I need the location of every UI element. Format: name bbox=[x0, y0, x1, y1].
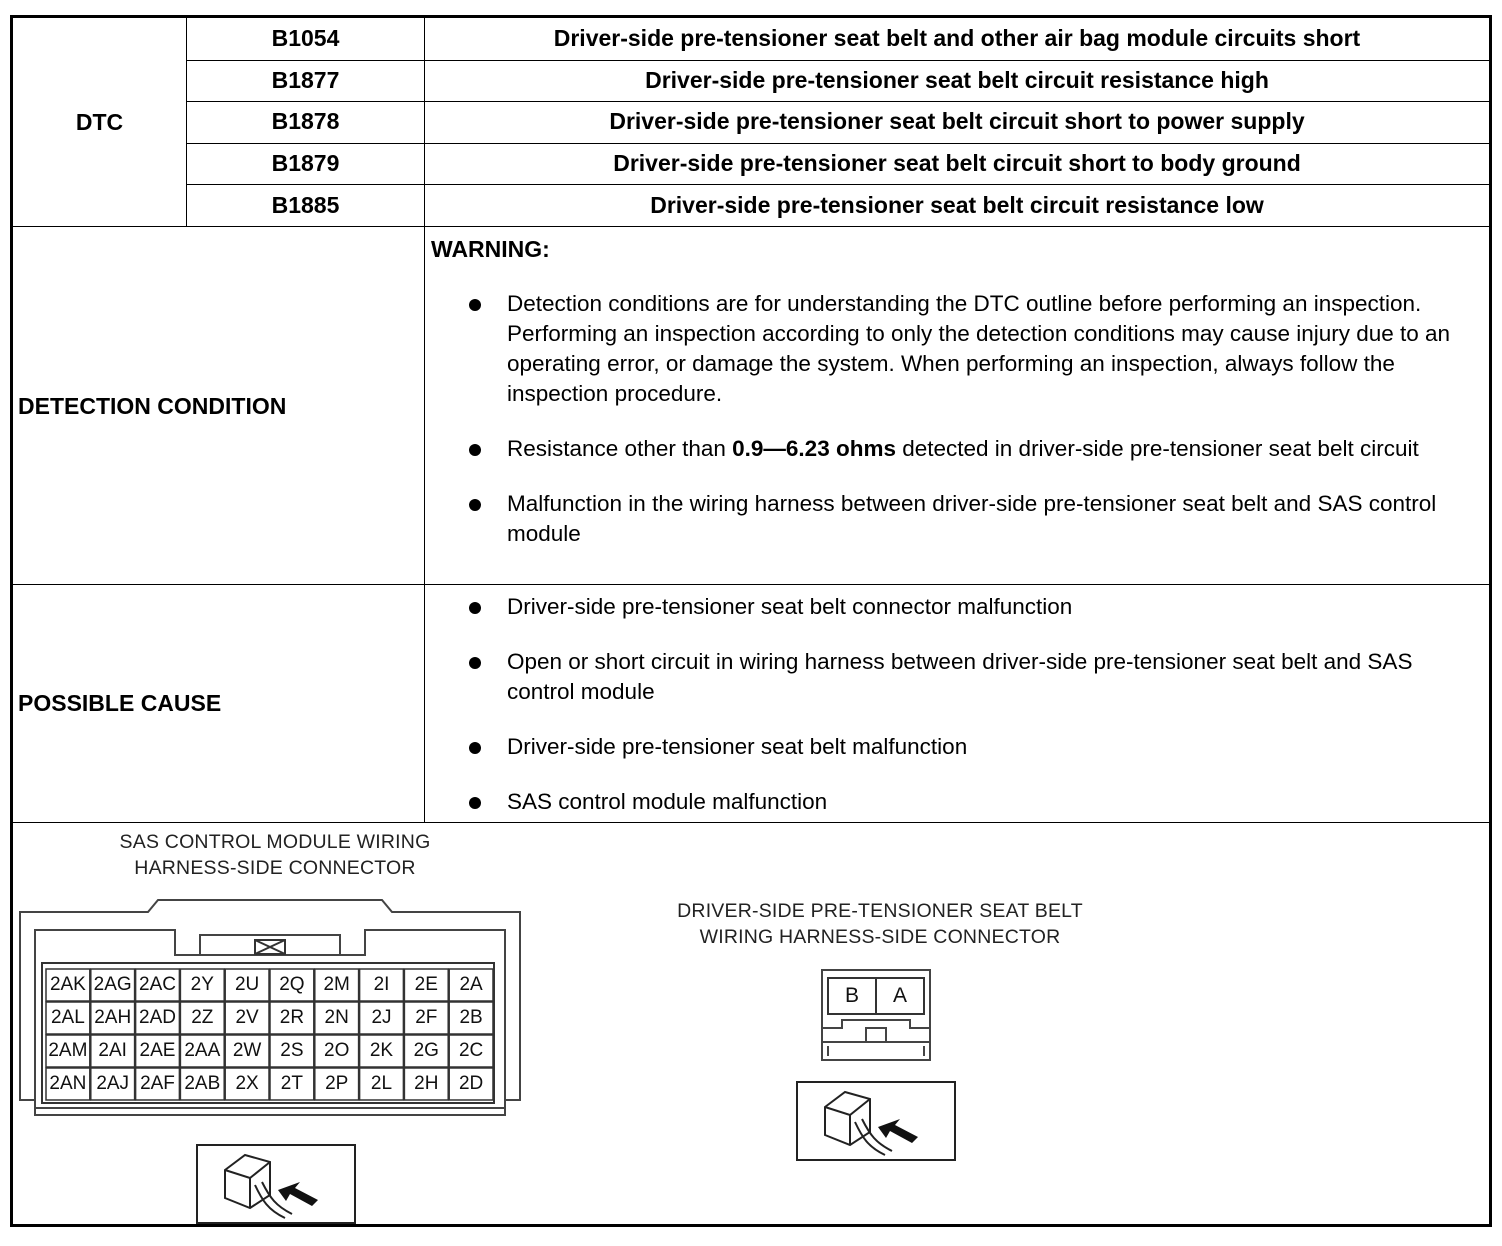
sas-pin: 2Y bbox=[190, 974, 214, 995]
sas-pin: 2N bbox=[324, 1007, 349, 1028]
sas-pin: 2G bbox=[413, 1040, 439, 1061]
sas-pin: 2B bbox=[459, 1007, 483, 1028]
belt-pin-b: B bbox=[844, 984, 859, 1007]
sas-pin: 2F bbox=[415, 1007, 438, 1028]
sas-pin: 2X bbox=[235, 1073, 259, 1094]
belt-pin-a: A bbox=[892, 984, 907, 1007]
detection-bullet-3: Malfunction in the wiring harness between driver-side pre-tensioner seat belt and SAS control module bbox=[424, 489, 1479, 549]
sas-pin: 2AL bbox=[50, 1007, 85, 1028]
dtc-code: B1879 bbox=[271, 150, 340, 177]
dtc-code: B1878 bbox=[271, 108, 340, 135]
sas-pin: 2I bbox=[373, 974, 390, 995]
sas-pin: 2AI bbox=[98, 1040, 127, 1061]
sas-pin: 2AK bbox=[49, 974, 86, 995]
belt-connector-title: DRIVER-SIDE PRE-TENSIONER SEAT BELT WIRING HARNESS-SIDE CONNECTOR bbox=[677, 900, 1083, 948]
detection-bullet-1: Detection conditions are for understanding the DTC outline before performing an inspection. Performing an inspection according to only the detection conditions may cause injury due to an operating error, or damage the system. When performing an inspection, always follow the inspection procedure. bbox=[424, 289, 1479, 409]
sas-pin: 2P bbox=[325, 1073, 349, 1094]
sas-pin: 2O bbox=[324, 1040, 350, 1061]
sas-pin: 2T bbox=[280, 1073, 303, 1094]
dtc-description: Driver-side pre-tensioner seat belt circuit resistance low bbox=[650, 191, 1264, 218]
dtc-label: DTC bbox=[75, 108, 124, 135]
cause-bullet-2: Open or short circuit in wiring harness between driver-side pre-tensioner seat belt and SAS control module bbox=[424, 647, 1479, 707]
sas-pin: 2R bbox=[279, 1007, 305, 1028]
sas-pin: 2AH bbox=[94, 1007, 132, 1028]
dtc-description: Driver-side pre-tensioner seat belt circuit short to body ground bbox=[613, 150, 1301, 177]
sas-pin: 2H bbox=[414, 1073, 439, 1094]
sas-pin: 2AC bbox=[139, 974, 176, 995]
sas-pin: 2K bbox=[369, 1040, 394, 1061]
sas-pin: 2Z bbox=[191, 1007, 214, 1028]
dtc-description: Driver-side pre-tensioner seat belt circuit short to power supply bbox=[609, 108, 1305, 135]
latch-icon bbox=[255, 940, 285, 954]
sas-pin: 2AM bbox=[48, 1040, 88, 1061]
sas-pin: 2C bbox=[458, 1040, 484, 1061]
dtc-description: Driver-side pre-tensioner seat belt and other air bag module circuits short bbox=[553, 25, 1361, 52]
sas-pin: 2A bbox=[459, 974, 483, 995]
cause-bullet-1: Driver-side pre-tensioner seat belt connector malfunction bbox=[424, 592, 1479, 622]
dtc-code: B1054 bbox=[271, 25, 340, 52]
detection-condition-label: DETECTION CONDITION bbox=[18, 393, 287, 419]
possible-cause-label: POSSIBLE CAUSE bbox=[18, 690, 222, 716]
sas-pin: 2AJ bbox=[96, 1073, 130, 1094]
sas-pin: 2AN bbox=[49, 1073, 87, 1094]
sas-pin: 2E bbox=[414, 974, 438, 995]
sas-pin: 2AF bbox=[140, 1073, 175, 1094]
sas-pin: 2D bbox=[458, 1073, 484, 1094]
cause-bullet-3: Driver-side pre-tensioner seat belt malfunction bbox=[424, 732, 1479, 762]
sas-pin: 2J bbox=[371, 1007, 392, 1028]
warning-heading: WARNING: bbox=[431, 236, 550, 262]
sas-connector-title: SAS CONTROL MODULE WIRING HARNESS-SIDE CONNECTOR bbox=[119, 831, 431, 879]
dtc-code: B1885 bbox=[271, 191, 340, 218]
dtc-description: Driver-side pre-tensioner seat belt circuit resistance high bbox=[645, 66, 1269, 93]
sas-pin: 2AE bbox=[139, 1040, 176, 1061]
sas-pin: 2L bbox=[370, 1073, 393, 1094]
sas-pin: 2S bbox=[280, 1040, 304, 1061]
cause-bullet-4: SAS control module malfunction bbox=[424, 787, 1479, 817]
belt-view-direction-icon bbox=[797, 1082, 955, 1160]
sas-pin: 2W bbox=[232, 1040, 262, 1061]
dtc-code: B1877 bbox=[271, 66, 340, 93]
sas-pin: 2AB bbox=[184, 1073, 221, 1094]
detection-bullet-2: Resistance other than 0.9—6.23 ohms detected in driver-side pre-tensioner seat belt circuit bbox=[424, 434, 1479, 464]
sas-view-direction-icon bbox=[197, 1145, 355, 1223]
sas-pin: 2V bbox=[235, 1007, 259, 1028]
sas-pin: 2AD bbox=[139, 1007, 176, 1028]
sas-pin: 2Q bbox=[279, 974, 305, 995]
sas-pin: 2U bbox=[234, 974, 260, 995]
sas-pin: 2AG bbox=[93, 974, 132, 995]
sas-pin: 2AA bbox=[184, 1040, 221, 1061]
sas-pin: 2M bbox=[323, 974, 350, 995]
